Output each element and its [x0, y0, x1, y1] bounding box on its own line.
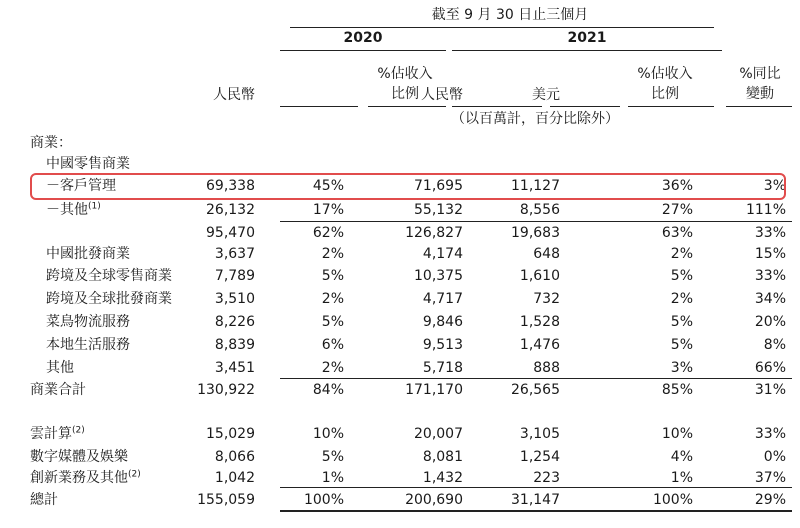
row-value: 20% [754, 314, 786, 330]
row-value: 100% [652, 492, 693, 508]
row-value: 84% [312, 382, 344, 398]
period-header: 截至 9 月 30 日止三個月 [431, 7, 589, 23]
table-row [0, 423, 800, 445]
row-value: 62% [312, 225, 344, 241]
row-value: 5% [321, 449, 344, 465]
col-rule-3 [452, 106, 542, 107]
col-rmb-2021: 人民幣 [421, 87, 463, 103]
row-value: 10% [312, 426, 344, 442]
row-value: 27% [661, 202, 693, 218]
row-value: 6% [321, 337, 344, 353]
row-value: 171,170 [405, 382, 463, 398]
row-value: 15,029 [206, 426, 255, 442]
row-value: 11,127 [511, 178, 560, 194]
row-label: －客戶管理 [46, 178, 116, 194]
row-label: 菜鳥物流服務 [46, 314, 130, 330]
row-value: 17% [312, 202, 344, 218]
table-row [0, 153, 800, 175]
col-rule-2 [368, 106, 446, 107]
row-value: 2% [670, 246, 693, 262]
row-value: 3% [670, 360, 693, 376]
row-value: 37% [754, 470, 786, 486]
row-value: 33% [754, 268, 786, 284]
table-row [0, 334, 800, 356]
year-2020-rule [280, 50, 446, 51]
row-value: 5% [670, 337, 693, 353]
row-value: 20,007 [414, 426, 463, 442]
row-value: 8,556 [519, 202, 560, 218]
row-value: 45% [312, 178, 344, 194]
row-value: 26,132 [206, 202, 255, 218]
row-value: 2% [321, 246, 344, 262]
row-value: 4,174 [422, 246, 463, 262]
row-value: 888 [533, 360, 560, 376]
row-value: 2% [321, 291, 344, 307]
row-value: 1,042 [214, 470, 255, 486]
row-value: 69,338 [206, 178, 255, 194]
table-row [0, 446, 800, 468]
row-value: 3,510 [214, 291, 255, 307]
row-label: 數字媒體及娛樂 [30, 449, 128, 465]
row-label: 創新業務及其他$^{(2)}$ [30, 469, 141, 486]
year-2020-header: 2020 [343, 30, 383, 46]
row-value: 19,683 [511, 225, 560, 241]
grand-total-bottom-rule [280, 510, 792, 512]
row-value: 95,470 [206, 225, 255, 241]
table-row [0, 288, 800, 310]
row-value: 223 [533, 470, 560, 486]
row-value: 3,637 [214, 246, 255, 262]
col-rule-5 [628, 106, 714, 107]
row-value: 66% [754, 360, 786, 376]
period-rule [290, 27, 714, 28]
table-row [0, 199, 800, 221]
row-value: 200,690 [405, 492, 463, 508]
col-rule-4 [550, 106, 620, 107]
row-value: 33% [754, 225, 786, 241]
year-2021-header: 2021 [567, 30, 607, 46]
table-row [0, 489, 800, 511]
row-value: 8,066 [214, 449, 255, 465]
table-row [0, 311, 800, 333]
row-value: 100% [303, 492, 344, 508]
row-value: 1,432 [422, 470, 463, 486]
row-value: 8% [763, 337, 786, 353]
row-value: 55,132 [414, 202, 463, 218]
row-value: 31,147 [511, 492, 560, 508]
row-label: －其他$^{(1)}$ [46, 201, 101, 218]
row-value: 126,827 [405, 225, 463, 241]
row-value: 5% [321, 268, 344, 284]
col-pct-2020: %佔收入 比例 [377, 66, 433, 102]
row-value: 3% [763, 178, 786, 194]
row-value: 36% [661, 178, 693, 194]
row-value: 10,375 [414, 268, 463, 284]
table-row [0, 132, 800, 154]
row-value: 8,081 [422, 449, 463, 465]
row-value: 5% [670, 268, 693, 284]
row-value: 1% [670, 470, 693, 486]
row-label: 中國批發商業 [46, 246, 130, 262]
table-row [0, 222, 800, 244]
row-value: 1% [321, 470, 344, 486]
row-value: 33% [754, 426, 786, 442]
row-value: 10% [661, 426, 693, 442]
row-value: 9,513 [422, 337, 463, 353]
row-value: 111% [745, 202, 786, 218]
row-label: 中國零售商業 [46, 156, 130, 172]
col-rule-6 [726, 106, 792, 107]
row-value: 85% [661, 382, 693, 398]
row-value: 4,717 [422, 291, 463, 307]
row-label: 跨境及全球批發商業 [46, 291, 172, 307]
row-value: 5% [670, 314, 693, 330]
col-rmb-2020: 人民幣 [213, 87, 255, 103]
row-label: 總計 [30, 492, 58, 508]
row-value: 31% [754, 382, 786, 398]
row-value: 7,789 [214, 268, 255, 284]
row-value: 9,846 [422, 314, 463, 330]
row-value: 15% [754, 246, 786, 262]
row-value: 2% [321, 360, 344, 376]
row-value: 732 [533, 291, 560, 307]
grand-total-top-rule [280, 487, 792, 488]
table-row [0, 265, 800, 287]
row-value: 5% [321, 314, 344, 330]
row-label: 其他 [46, 360, 74, 376]
row-label: 本地生活服務 [46, 337, 130, 353]
row-value: 1,254 [519, 449, 560, 465]
row-value: 63% [661, 225, 693, 241]
row-value: 1,528 [519, 314, 560, 330]
row-value: 2% [670, 291, 693, 307]
table-row [0, 379, 800, 401]
highlight-box [30, 173, 786, 200]
row-value: 5,718 [422, 360, 463, 376]
row-value: 4% [670, 449, 693, 465]
col-yoy: %同比 變動 [739, 66, 781, 102]
row-value: 8,839 [214, 337, 255, 353]
row-value: 648 [533, 246, 560, 262]
year-2021-rule [452, 50, 722, 51]
row-value: 130,922 [197, 382, 255, 398]
row-value: 3,105 [519, 426, 560, 442]
units-note: （以百萬計，百分比除外） [451, 111, 619, 127]
row-value: 8,226 [214, 314, 255, 330]
table-row [0, 467, 800, 489]
row-label: 雲計算$^{(2)}$ [30, 425, 85, 442]
row-value: 71,695 [414, 178, 463, 194]
table-row [0, 357, 800, 379]
row-value: 1,610 [519, 268, 560, 284]
col-pct-2021: %佔收入 比例 [637, 66, 693, 102]
row-value: 1,476 [519, 337, 560, 353]
row-label: 跨境及全球零售商業 [46, 268, 172, 284]
row-label: 商業： [30, 135, 72, 151]
row-value: 3,451 [214, 360, 255, 376]
commerce-total-rule [280, 378, 792, 379]
table-row [0, 243, 800, 265]
row-label: 商業合計 [30, 382, 86, 398]
row-value: 34% [754, 291, 786, 307]
col-rule-1 [280, 106, 358, 107]
row-value: 26,565 [511, 382, 560, 398]
row-value: 29% [754, 492, 786, 508]
row-value: 0% [763, 449, 786, 465]
col-usd-2021: 美元 [532, 87, 560, 103]
subtotal-rule [280, 221, 792, 222]
row-value: 155,059 [197, 492, 255, 508]
